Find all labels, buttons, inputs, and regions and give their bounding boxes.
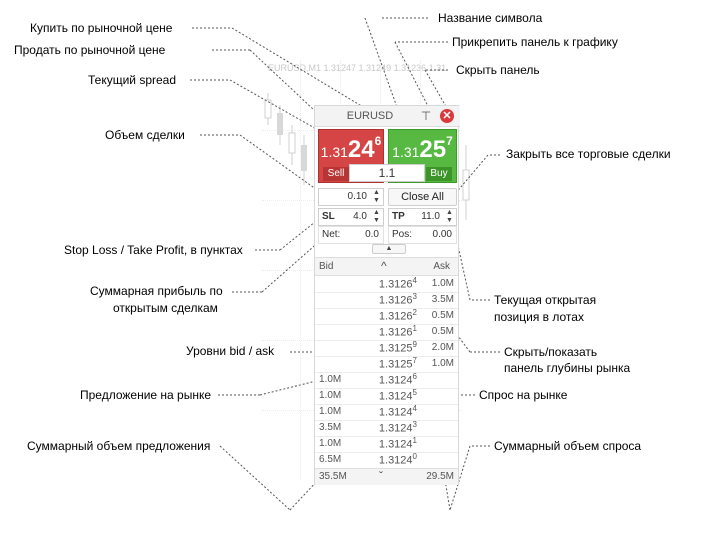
depth-footer [315, 468, 458, 485]
depth-price [359, 308, 417, 323]
depth-price-main: 1.3124 [378, 422, 413, 435]
depth-bid-volume: 1.0M [319, 406, 342, 417]
annotation-toggle-depth-1: Скрыть/показать [504, 345, 598, 359]
volume-field[interactable] [318, 188, 384, 206]
depth-ask-volume: 0.5M [431, 326, 454, 337]
depth-price-main: 1.3124 [378, 374, 413, 387]
sell-price-prefix: 1.31 [320, 144, 348, 160]
depth-price-main: 1.3124 [378, 438, 413, 451]
depth-price-sup: 9 [412, 340, 417, 349]
sell-label: Sell [323, 167, 349, 181]
annotation-sl-tp: Stop Loss / Take Profit, в пунктах [64, 243, 243, 257]
sl-value: 4.0 [353, 211, 367, 222]
sort-icon[interactable]: ^ [381, 259, 387, 273]
chart-title: EURUSD,M1 1.31247 1.31249 1.31236 1.31 [268, 63, 447, 73]
annotation-open-position-1: Текущая открытая [494, 293, 597, 307]
depth-price [359, 420, 417, 435]
depth-price-main: 1.3126 [378, 294, 413, 307]
depth-price [359, 276, 417, 291]
buy-price-sup: 7 [446, 134, 453, 148]
annotation-sell-market: Продать по рыночной цене [14, 43, 166, 57]
depth-price-sup: 0 [412, 452, 417, 461]
depth-price-main: 1.3126 [378, 278, 413, 291]
one-click-trading-panel [314, 105, 459, 485]
candlesticks-right [458, 140, 478, 230]
expand-icon[interactable]: ˇ [379, 469, 383, 483]
depth-ask-volume: 2.0M [431, 342, 454, 353]
annotation-trade-volume: Объем сделки [105, 128, 185, 142]
net-profit-field [318, 226, 384, 244]
total-bid-volume: 35.5M [319, 471, 347, 482]
depth-price [359, 388, 417, 403]
depth-bid-volume: 6.5M [319, 454, 342, 465]
annotation-toggle-depth-2: панель глубины рынка [504, 361, 631, 375]
depth-price-sup: 5 [412, 388, 417, 397]
depth-price-main: 1.3126 [378, 326, 413, 339]
depth-price [359, 452, 417, 467]
depth-price [359, 292, 417, 307]
annotation-bid-ask-levels: Уровни bid / ask [186, 344, 275, 358]
depth-ask-volume: 3.5M [431, 294, 454, 305]
sell-price-big: 24 [347, 136, 375, 163]
position-field [388, 226, 457, 244]
ask-header: Ask [433, 261, 450, 272]
tp-value: 11.0 [421, 211, 440, 222]
depth-bid-volume: 1.0M [319, 390, 342, 401]
tp-label: TP [392, 211, 405, 222]
buy-label: Buy [426, 167, 452, 181]
depth-price [359, 372, 417, 387]
panel-title-bar [315, 106, 460, 127]
depth-price-main: 1.3125 [378, 358, 413, 371]
net-label: Net: [322, 229, 341, 240]
buy-price-big: 25 [419, 136, 447, 163]
depth-price-sup: 6 [412, 372, 417, 381]
close-icon[interactable]: ✕ [440, 109, 454, 123]
depth-ask-volume: 1.0M [431, 278, 454, 289]
depth-price-main: 1.3124 [378, 454, 413, 467]
depth-bid-volume: 1.0M [319, 438, 342, 449]
depth-row [315, 451, 458, 469]
depth-price [359, 340, 417, 355]
annotation-total-profit-1: Суммарная прибыль по [90, 284, 223, 298]
depth-price-sup: 3 [412, 292, 417, 301]
annotation-hide-panel: Скрыть панель [456, 63, 540, 77]
pin-icon[interactable]: ⊤ [420, 109, 432, 123]
annotation-total-profit-2: открытым сделкам [113, 301, 218, 315]
spread-value: 1.1 [349, 164, 425, 182]
depth-header [315, 257, 458, 276]
total-ask-volume: 29.5M [426, 471, 454, 482]
sell-price-sup: 6 [374, 134, 382, 148]
pos-value: 0.00 [432, 229, 452, 240]
depth-bid-volume: 1.0M [319, 374, 342, 385]
buy-price [389, 136, 456, 164]
buy-price-prefix: 1.31 [392, 144, 420, 160]
depth-price-sup: 3 [412, 420, 417, 429]
annotation-open-position-2: позиция в лотах [494, 310, 584, 324]
depth-ask-volume: 1.0M [431, 358, 454, 369]
sl-spinner-icon[interactable]: ▲ ▼ [373, 209, 380, 224]
depth-bid-volume: 3.5M [319, 422, 342, 433]
depth-ask-volume: 0.5M [431, 310, 454, 321]
annotation-current-spread: Текущий spread [88, 73, 177, 87]
bid-header: Bid [319, 261, 334, 272]
annotation-market-offer: Предложение на рынке [80, 388, 212, 402]
sl-field[interactable] [318, 208, 384, 226]
annotation-buy-market: Купить по рыночной цене [30, 21, 173, 35]
depth-price-main: 1.3124 [378, 406, 413, 419]
depth-price [359, 324, 417, 339]
annotation-close-all: Закрыть все торговые сделки [506, 147, 671, 161]
annotation-total-offer: Суммарный объем предложения [27, 439, 211, 453]
sell-price [319, 136, 383, 164]
tp-spinner-icon[interactable]: ▲ ▼ [446, 209, 453, 224]
depth-price-sup: 4 [412, 404, 417, 413]
depth-price [359, 436, 417, 451]
net-value: 0.0 [365, 229, 379, 240]
depth-price [359, 404, 417, 419]
depth-price-main: 1.3124 [378, 390, 413, 403]
depth-price-main: 1.3126 [378, 310, 413, 323]
close-all-button[interactable]: Close All [388, 188, 457, 206]
depth-price-sup: 1 [412, 324, 417, 333]
annotation-symbol-name: Название символа [438, 11, 543, 25]
depth-price-sup: 1 [412, 436, 417, 445]
symbol-name: EURUSD [346, 110, 394, 122]
toggle-depth-button[interactable]: ▲ [372, 244, 406, 254]
pos-label: Pos: [392, 229, 413, 240]
depth-price-sup: 2 [412, 308, 417, 317]
depth-price-sup: 4 [412, 276, 417, 285]
annotation-market-demand: Спрос на рынке [479, 388, 568, 402]
depth-price-sup: 7 [412, 356, 417, 365]
sl-label: SL [322, 211, 335, 222]
annotation-attach-to-chart: Прикрепить панель к графику [452, 35, 618, 49]
volume-value: 0.10 [347, 191, 367, 202]
candlesticks [260, 85, 320, 205]
tp-field[interactable] [388, 208, 457, 226]
depth-price [359, 356, 417, 371]
annotation-total-demand: Суммарный объем спроса [494, 439, 642, 453]
volume-spinner-icon[interactable]: ▲ ▼ [373, 189, 380, 204]
depth-price-main: 1.3125 [378, 342, 413, 355]
